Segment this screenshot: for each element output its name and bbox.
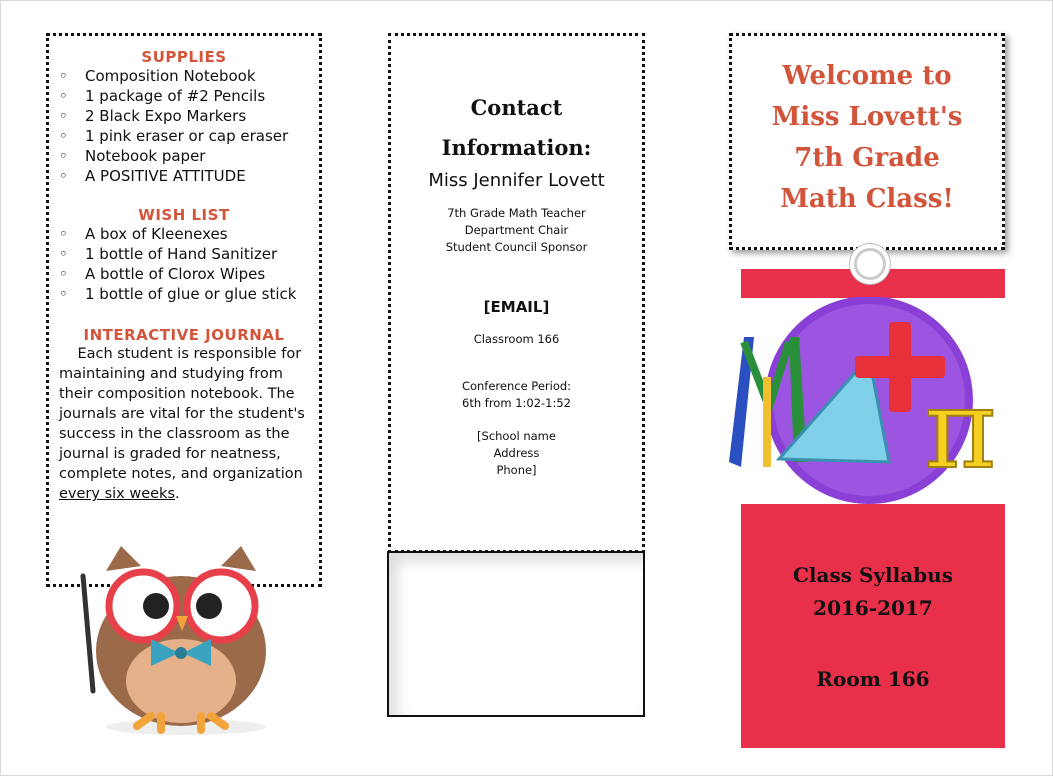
list-item: ◦ 2 Black Expo Markers: [49, 106, 319, 126]
supplies-heading: SUPPLIES: [141, 48, 227, 66]
title-line: Math Class!: [780, 184, 954, 214]
role: Student Council Sponsor: [445, 240, 588, 254]
supplies-panel: [46, 33, 322, 587]
journal-end: .: [175, 486, 180, 502]
role: 7th Grade Math Teacher: [447, 206, 586, 220]
school-line: [School name: [477, 429, 556, 443]
welcome-title-box: [729, 33, 1005, 250]
contact-panel: [388, 33, 645, 553]
school-info: [391, 428, 642, 479]
journal-underlined: every six weeks: [59, 486, 175, 502]
contact-heading-line: Contact: [470, 95, 563, 120]
list-item: ◦ A POSITIVE ATTITUDE: [49, 166, 319, 186]
wish-list-heading: WISH LIST: [138, 206, 230, 224]
contact-heading-line: Information:: [441, 135, 592, 160]
teacher-roles: [391, 205, 642, 256]
school-line: Phone]: [496, 463, 537, 477]
list-item: ◦ 1 package of #2 Pencils: [49, 86, 319, 106]
journal-body: Each student is responsible for maintaining and studying from their composition notebook. The journals are vital for the student's success in the classroom as the journal is graded for neatness, complete notes, and organization: [59, 346, 305, 482]
room-number: Room 166: [816, 667, 930, 691]
svg-text:π: π: [924, 365, 997, 493]
syllabus-label: Class Syllabus: [793, 563, 953, 587]
list-item: ◦ 1 pink eraser or cap eraser: [49, 126, 319, 146]
wish-list: [49, 224, 319, 304]
list-item: ◦ Notebook paper: [49, 146, 319, 166]
classroom: Classroom 166: [473, 332, 560, 346]
list-item: ◦ A box of Kleenexes: [49, 224, 319, 244]
journal-heading: INTERACTIVE JOURNAL: [83, 326, 285, 344]
role: Department Chair: [464, 223, 569, 237]
journal-text: [49, 344, 319, 504]
contact-heading: [391, 88, 642, 168]
owl-illustration: [61, 531, 301, 741]
conference-period: [391, 378, 642, 412]
list-item: ◦ Composition Notebook: [49, 66, 319, 86]
supplies-list: [49, 66, 319, 186]
conference-time: 6th from 1:02-1:52: [462, 396, 571, 410]
title-line: Miss Lovett's: [771, 102, 963, 132]
syllabus-box: [741, 504, 1005, 748]
list-item: ◦ 1 bottle of Hand Sanitizer: [49, 244, 319, 264]
title-line: 7th Grade: [794, 143, 940, 173]
conference-label: Conference Period:: [461, 379, 572, 393]
list-item: ◦ A bottle of Clorox Wipes: [49, 264, 319, 284]
list-item: ◦ 1 bottle of glue or glue stick: [49, 284, 319, 304]
email[interactable]: [EMAIL]: [483, 298, 550, 316]
ring-icon: [854, 248, 886, 280]
teacher-name: Miss Jennifer Lovett: [428, 170, 605, 191]
school-year: 2016-2017: [813, 596, 933, 620]
blank-box: [387, 551, 645, 717]
title-line: Welcome to: [782, 61, 952, 91]
school-line: Address: [493, 446, 540, 460]
math-logo: [719, 297, 1019, 507]
